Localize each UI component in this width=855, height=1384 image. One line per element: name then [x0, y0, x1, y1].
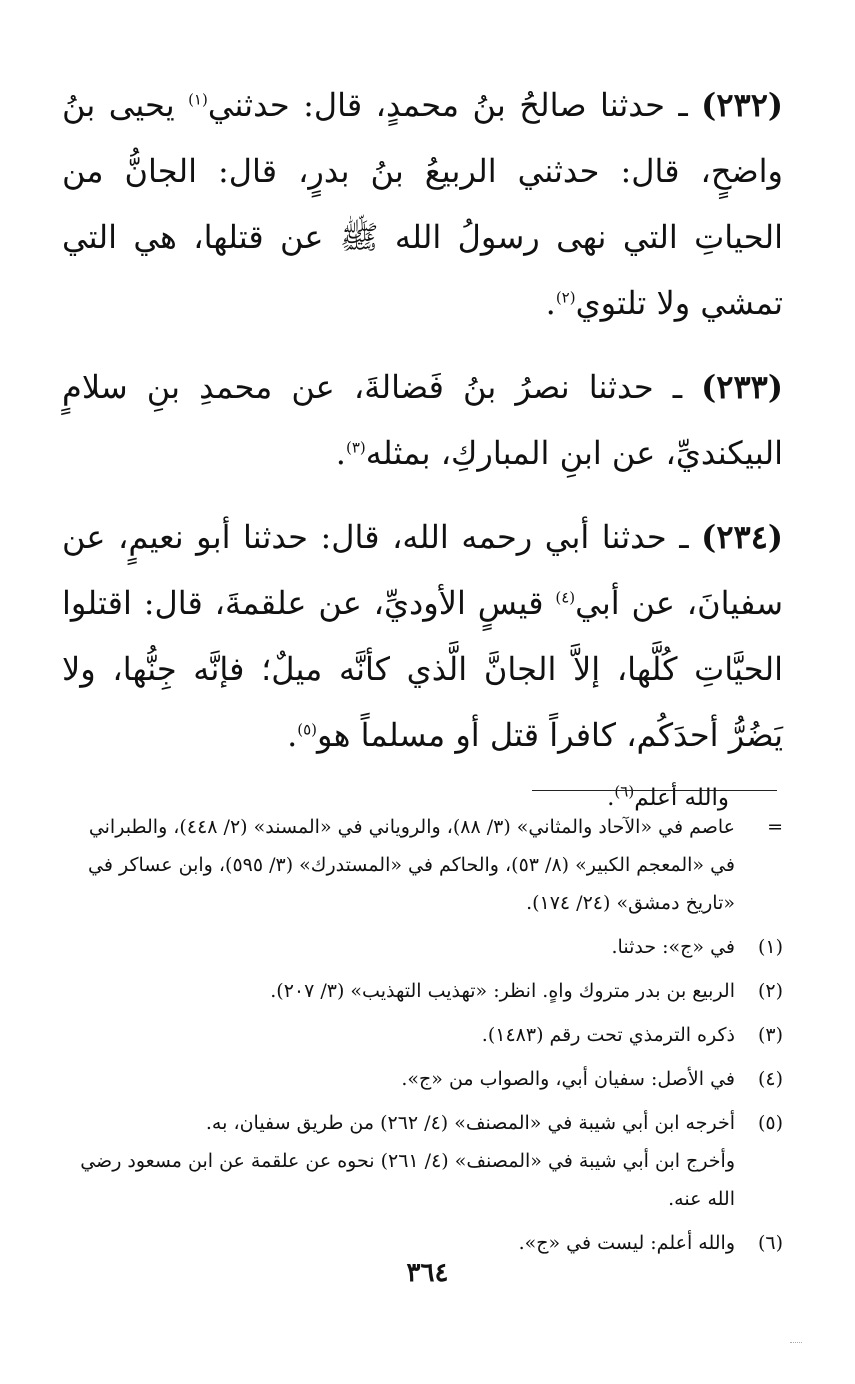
hadith-text: ـ حدثنا أبي رحمه الله، قال: حدثنا أبو نعيمٍ، عن سفيانَ، عن أبي — [62, 518, 784, 622]
footnote-1 — [60, 928, 783, 966]
footnote-number: (٣) — [757, 1024, 783, 1046]
hadith-number: (٢٣٤) — [701, 518, 784, 556]
hadith-text: ـ حدثنا صالحُ بنُ محمدٍ، قال: حدثني — [207, 86, 702, 124]
footnote-number: (١) — [757, 936, 783, 958]
main-text — [62, 72, 783, 836]
footnote-5 — [60, 1104, 783, 1142]
footnote-text: في الأصل: سفيان أبي، والصواب من «ج». — [401, 1068, 735, 1090]
footnote-ref: (٦) — [614, 782, 635, 801]
footnote-5-continuation: وأخرج ابن أبي شيبة في «المصنف» (٤/ ٢٦١) نحوه عن علقمة عن ابن مسعود رضي الله عنه. — [80, 1150, 735, 1210]
footnote-3 — [60, 1016, 783, 1054]
footnote-number: (٢) — [757, 980, 783, 1002]
closing-end: . — [607, 785, 615, 811]
footnote-number: (٤) — [757, 1068, 783, 1090]
hadith-text: يحيى بنُ واضحٍ، قال: حدثني الربيعُ بنُ بدرٍ، قال: الجانُّ من الحياتِ التي نهى رسولُ الله ﷺ عن قتلها، هي التي تمشي ولا تلتوي — [62, 86, 784, 322]
hadith-text: ـ حدثنا نصرُ بنُ فَضالةَ، عن محمدِ بنِ سلامٍ البيكنديِّ، عن ابنِ المباركِ، بمثله — [62, 368, 783, 472]
footnote-continuation — [60, 808, 783, 922]
footnote-4 — [60, 1060, 783, 1098]
hadith-end: . — [287, 716, 298, 754]
hadith-end: . — [545, 284, 556, 322]
closing-text: والله أعلم — [634, 785, 729, 811]
hadith-232 — [62, 72, 783, 336]
footnote-ref: (٣) — [345, 438, 366, 457]
hadith-233 — [62, 354, 783, 486]
footnote-text: عاصم في «الآحاد والمثاني» (٣/ ٨٨)، والروياني في «المسند» (٢/ ٤٤٨)، والطبراني في «المعجم الكبير» (٨/ ٥٣)، والحاكم في «المستدرك» (٣/ ٥٩٥)، وابن عساكر في «تاريخ دمشق» (٢٤/ ١٧٤). — [88, 816, 735, 914]
footnote-text: أخرجه ابن أبي شيبة في «المصنف» (٤/ ٢٦٢) من طريق سفيان، به. — [205, 1112, 735, 1134]
footnote-ref: (٤) — [555, 588, 576, 607]
footnote-text: الربيع بن بدر متروك واهٍ. انظر: «تهذيب التهذيب» (٣/ ٢٠٧). — [270, 980, 735, 1002]
footnote-text: ذكره الترمذي تحت رقم (١٤٨٣). — [481, 1024, 735, 1046]
footnote-number: (٥) — [757, 1112, 783, 1134]
hadith-234 — [62, 504, 783, 768]
footnote-2 — [60, 972, 783, 1010]
page-number: ٣٦٤ — [406, 1258, 449, 1288]
continuation-mark: = — [767, 816, 783, 838]
footnote-text: في «ج»: حدثنا. — [611, 936, 735, 958]
footnote-number: (٦) — [757, 1232, 783, 1254]
hadith-text: قيسٍ الأوديِّ، عن علقمةَ، قال: اقتلوا الحيَّاتِ كُلَّها، إلاَّ الجانَّ الَّذي كأنَّه ميلٌ؛ فإنَّه جِنُّها، ولا يَضُرُّ أحدَكُم، كافراً قتل أو مسلماً هو — [62, 584, 783, 754]
footnote-divider — [532, 790, 777, 791]
scan-mark — [790, 1338, 802, 1343]
footnote-ref: (٥) — [297, 720, 318, 739]
hadith-number: (٢٣٣) — [701, 368, 783, 406]
footnotes-section — [60, 808, 783, 1262]
hadith-number: (٢٣٢) — [701, 86, 784, 124]
hadith-end: . — [335, 434, 346, 472]
footnote-ref: (١) — [188, 90, 208, 109]
footnote-ref: (٢) — [555, 288, 576, 307]
footnote-6 — [60, 1224, 783, 1262]
footnote-text: والله أعلم: ليست في «ج». — [518, 1232, 735, 1254]
